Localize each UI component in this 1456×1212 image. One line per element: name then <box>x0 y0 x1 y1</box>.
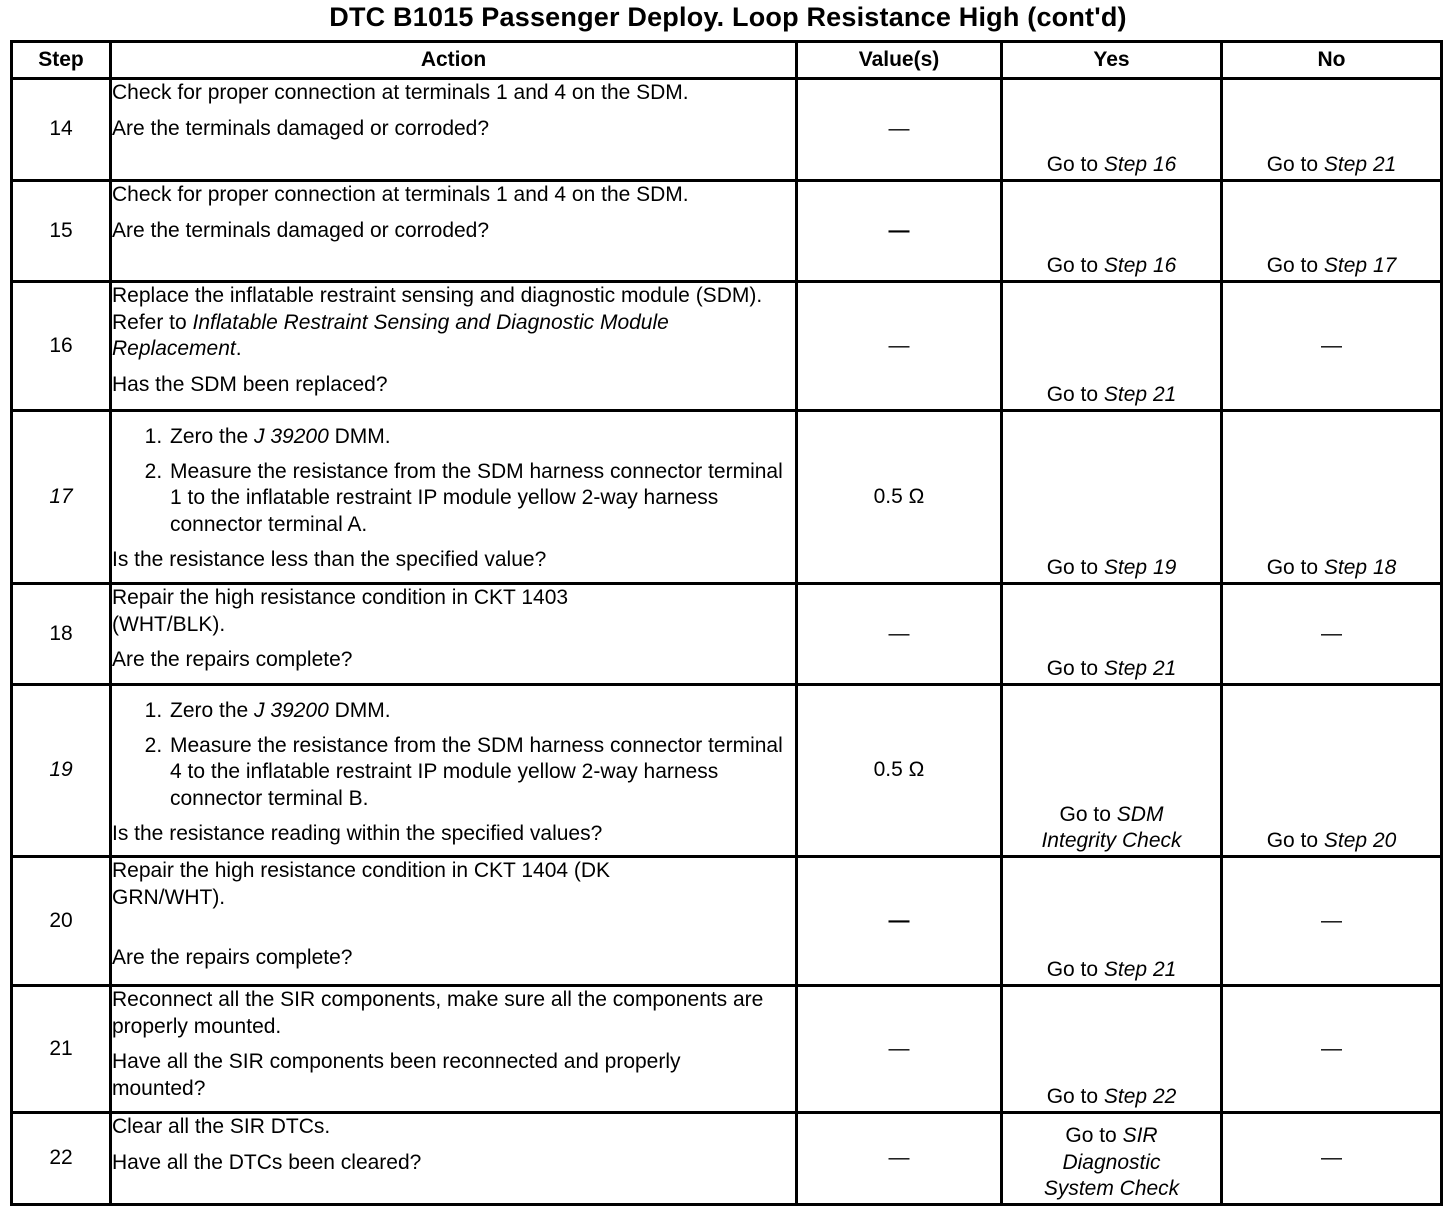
question-text: Are the terminals damaged or corroded? <box>112 116 490 140</box>
procedure-text-post: DMM. <box>328 699 391 722</box>
table-row-step-20 <box>12 857 1442 986</box>
yes-goto-text: Go to <box>1046 657 1099 681</box>
yes-cell <box>1002 181 1222 282</box>
yes-cell <box>1002 584 1222 685</box>
yes-target-link[interactable]: Step 21 <box>1103 657 1177 681</box>
value-cell: — <box>797 1113 1002 1205</box>
question-text: Are the terminals damaged or corroded? <box>112 218 490 242</box>
yes-goto-text: Go to <box>1046 383 1099 407</box>
step-number: 21 <box>12 986 111 1113</box>
question-text: Have all the DTCs been cleared? <box>112 1150 422 1174</box>
instruction-text: Repair the high resistance condition in CKT 1404 (DK GRN/WHT). <box>112 859 611 909</box>
procedure-text-post: DMM. <box>328 425 391 448</box>
yes-target-link[interactable]: Step 21 <box>1103 383 1177 407</box>
yes-cell <box>1002 282 1222 411</box>
yes-cell <box>1002 411 1222 584</box>
no-goto-text: Go to <box>1266 254 1319 278</box>
step-number: 18 <box>12 584 111 685</box>
step-number: 16 <box>12 282 111 411</box>
table-row-step-17 <box>12 411 1442 584</box>
step-number: 17 <box>12 411 111 584</box>
header-values: Value(s) <box>797 42 1002 79</box>
step-number: 14 <box>12 79 111 181</box>
no-cell: — <box>1222 857 1442 986</box>
yes-cell <box>1002 1113 1222 1205</box>
yes-goto-text: Go to <box>1059 802 1111 826</box>
instruction-text: Repair the high resistance condition in CKT 1403 (WHT/BLK). <box>112 586 569 636</box>
yes-target-link[interactable]: Step 19 <box>1103 556 1177 580</box>
yes-goto-text: Go to <box>1046 254 1099 278</box>
question-text: Are the repairs complete? <box>112 648 353 672</box>
procedure-list <box>112 698 795 813</box>
action-cell <box>111 986 797 1113</box>
table-row-step-21 <box>12 986 1442 1113</box>
no-cell: — <box>1222 986 1442 1113</box>
value-cell: — <box>797 79 1002 181</box>
action-cell <box>111 411 797 584</box>
yes-target-link[interactable]: SIR Diagnostic System Check <box>1043 1124 1180 1201</box>
question-text: Has the SDM been replaced? <box>112 372 388 396</box>
step-number: 20 <box>12 857 111 986</box>
yes-goto-text: Go to <box>1046 556 1099 580</box>
no-cell <box>1222 411 1442 584</box>
procedure-text-pre: Zero the <box>170 425 255 448</box>
header-step: Step <box>12 42 111 79</box>
step-number: 22 <box>12 1113 111 1205</box>
header-action: Action <box>111 42 797 79</box>
table-row-step-16 <box>12 282 1442 411</box>
value-cell: — <box>797 584 1002 685</box>
yes-target-link[interactable]: Step 16 <box>1103 254 1177 278</box>
instruction-text <box>112 283 795 363</box>
action-cell <box>111 181 797 282</box>
table-row-step-19 <box>12 685 1442 857</box>
question-text: Have all the SIR components been reconnected and properly mounted? <box>112 1050 681 1100</box>
no-goto-text: Go to <box>1266 829 1319 853</box>
no-goto-text: Go to <box>1266 556 1319 580</box>
step-number: 15 <box>12 181 111 282</box>
page-title: DTC B1015 Passenger Deploy. Loop Resistance High (cont'd) <box>329 2 1127 32</box>
procedure-text-pre: Zero the <box>170 699 255 722</box>
action-cell <box>111 1113 797 1205</box>
no-cell: — <box>1222 282 1442 411</box>
question-text: Are the repairs complete? <box>112 946 353 970</box>
yes-goto-text: Go to <box>1065 1124 1117 1148</box>
value-cell: — <box>797 181 1002 282</box>
no-cell <box>1222 181 1442 282</box>
yes-target-link[interactable]: Step 22 <box>1103 1085 1177 1109</box>
procedure-step: 2. Measure the resistance from the SDM harness connector terminal 4 to the inflatable restraint IP module yellow 2-way harness connector terminal B. <box>168 733 795 813</box>
action-cell <box>111 282 797 411</box>
yes-goto-text: Go to <box>1046 1085 1099 1109</box>
tool-name: J 39200 <box>254 425 329 448</box>
no-target-link[interactable]: Step 21 <box>1323 153 1397 177</box>
action-cell <box>111 857 797 986</box>
yes-cell <box>1002 79 1222 181</box>
yes-target-link[interactable]: SDM Integrity Check <box>1041 802 1182 853</box>
table-row-step-18 <box>12 584 1442 685</box>
header-row <box>12 42 1442 79</box>
yes-target-link[interactable]: Step 21 <box>1103 958 1177 982</box>
no-cell <box>1222 685 1442 857</box>
header-yes: Yes <box>1002 42 1222 79</box>
question-text: Is the resistance less than the specified value? <box>112 547 547 571</box>
yes-target-link[interactable]: Step 16 <box>1103 153 1177 177</box>
step-number: 19 <box>12 685 111 857</box>
question-text: Is the resistance reading within the specified values? <box>112 821 603 845</box>
action-cell <box>111 584 797 685</box>
no-cell: — <box>1222 1113 1442 1205</box>
instruction-text: Reconnect all the SIR components, make sure all the components are properly mounted. <box>112 988 764 1038</box>
procedure-step <box>168 424 795 451</box>
no-target-link[interactable]: Step 17 <box>1323 254 1397 278</box>
value-cell: 0.5 Ω <box>797 411 1002 584</box>
table-row-step-22 <box>12 1113 1442 1205</box>
procedure-step <box>168 698 795 725</box>
instruction-text: Check for proper connection at terminals 1 and 4 on the SDM. <box>112 183 689 206</box>
no-goto-text: Go to <box>1266 153 1319 177</box>
table-row-step-15 <box>12 181 1442 282</box>
instruction-text: Check for proper connection at terminals 1 and 4 on the SDM. <box>112 81 689 104</box>
no-target-link[interactable]: Step 20 <box>1323 829 1397 853</box>
yes-goto-text: Go to <box>1046 153 1099 177</box>
table-row-step-14 <box>12 79 1442 181</box>
value-cell: — <box>797 986 1002 1113</box>
value-cell: — <box>797 282 1002 411</box>
value-cell: 0.5 Ω <box>797 685 1002 857</box>
yes-cell <box>1002 986 1222 1113</box>
header-no: No <box>1222 42 1442 79</box>
instruction-post: . <box>235 337 242 361</box>
yes-cell <box>1002 685 1222 857</box>
yes-goto-text: Go to <box>1046 958 1099 982</box>
yes-cell <box>1002 857 1222 986</box>
procedure-list <box>112 424 795 539</box>
action-cell <box>111 79 797 181</box>
procedure-step: 2. Measure the resistance from the SDM harness connector terminal 1 to the inflatable restraint IP module yellow 2-way harness connector terminal A. <box>168 459 795 539</box>
no-cell <box>1222 79 1442 181</box>
diagnostic-table <box>10 40 1443 1206</box>
instruction-pre: Replace the inflatable restraint sensing and diagnostic module (SDM). Refer to <box>112 284 763 334</box>
reference-link[interactable]: Inflatable Restraint Sensing and Diagnostic Module Replacement <box>112 310 669 361</box>
action-cell <box>111 685 797 857</box>
no-cell: — <box>1222 584 1442 685</box>
instruction-text: Clear all the SIR DTCs. <box>112 1115 331 1138</box>
no-target-link[interactable]: Step 18 <box>1323 556 1397 580</box>
value-cell: — <box>797 857 1002 986</box>
tool-name: J 39200 <box>254 699 329 722</box>
